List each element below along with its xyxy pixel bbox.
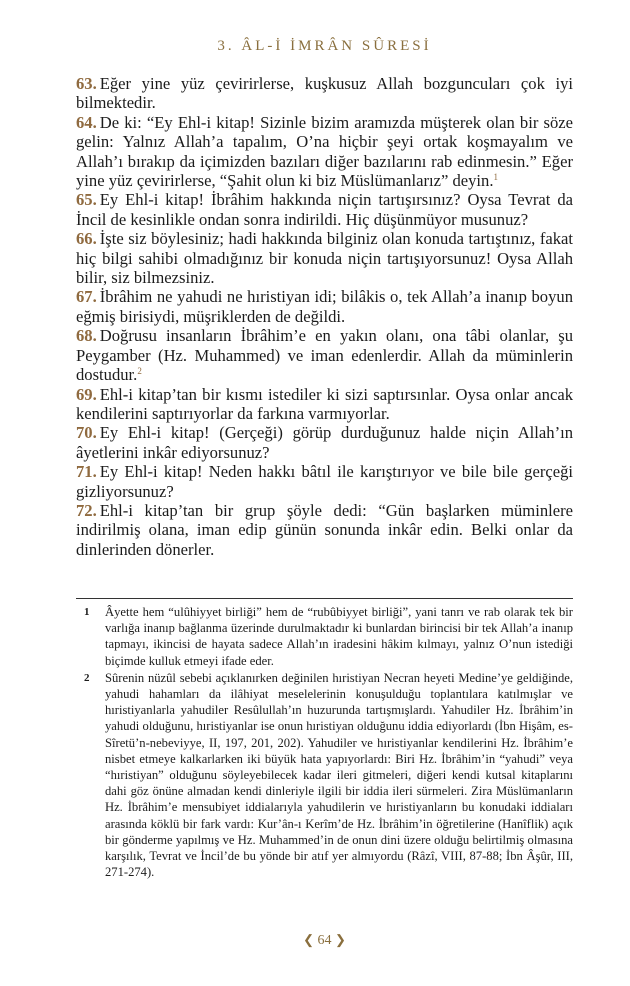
verse-63	[76, 74, 573, 113]
verse-number: 70.	[76, 423, 97, 443]
footnote-number: 2	[84, 671, 90, 684]
verse-71	[76, 462, 573, 501]
page-number: 64	[317, 933, 332, 948]
verse-number: 64.	[76, 112, 97, 132]
verse-number: 71.	[76, 462, 97, 482]
verse-number: 72.	[76, 500, 97, 520]
verse-number: 68.	[76, 326, 97, 346]
footnote-ref[interactable]: 2	[137, 366, 142, 377]
verse-64	[76, 113, 573, 191]
verse-text: Ey Ehl-i kitap! (Gerçeği) görüp durduğunuz halde niçin Allah’ın âyetlerini inkâr ediyorsunuz?	[76, 423, 573, 462]
verse-text: Ehl-i kitap’tan bir grup şöyle dedi: “Gün başlarken müminlere indirilmiş olana, iman edip günün sonunda inkâr edin. Belki onlar da dinlerinden dönerler.	[76, 500, 573, 559]
ornament-right-icon: ❯	[335, 932, 346, 947]
page-number-block	[76, 932, 573, 949]
verse-text: Ey Ehl-i kitap! Neden hakkı bâtıl ile karıştırıyor ve bile bile gerçeği gizliyorsunuz?	[76, 462, 573, 501]
footnotes	[76, 604, 573, 881]
verse-text: De ki: “Ey Ehl-i kitap! Sizinle bizim aramızda müşterek olan bir söze gelin: Yalnız Allah’a tapalım, O’na hiçbir şeyi ortak koşmayalım ve Allah’ı bırakıp da içimizden bazıları diğer bazılarını rab edinmesin.” Eğer yine yüz çevirirlerse, “Şahit olun ki biz Müslümanlarız” deyin.	[76, 112, 573, 191]
footnote-text: Âyette hem “ulûhiyyet birliği” hem de “rubûbiyyet birliği”, yani tanrı ve rab olarak tek bir varlığa inanıp bağlanma üzerinde durulmaktadır ki bunlardan birincisi bir tek Allah’a inanıp tapmayı, ikincisi de hayata sadece Allah’ın iradesini hâkim kılmayı, yalnız O’nun istediği biçimde kulluk etmeyi ifade eder.	[105, 605, 573, 668]
verse-number: 66.	[76, 229, 97, 249]
verse-65	[76, 190, 573, 229]
verse-list	[76, 74, 573, 559]
footnote-1	[76, 604, 573, 669]
footnote-2	[76, 670, 573, 881]
verse-text: İşte siz böylesiniz; hadi hakkında bilginiz olan konuda tartıştınız, fakat hiç bilgi sahibi olmadığınız bir konuda niçin tartışıyorsunuz! Oysa Allah bilir, siz bilmezsiniz.	[76, 229, 573, 288]
verse-68	[76, 326, 573, 384]
verse-number: 69.	[76, 384, 97, 404]
verse-number: 65.	[76, 190, 97, 210]
running-header: 3. ÂL-İ İMRÂN SÛRESİ	[217, 38, 432, 54]
verse-69	[76, 385, 573, 424]
verse-67	[76, 287, 573, 326]
verse-number: 67.	[76, 287, 97, 307]
verse-66	[76, 229, 573, 287]
verse-text: İbrâhim ne yahudi ne hıristiyan idi; bilâkis o, tek Allah’a inanıp boyun eğmiş birisiydi, müşriklerden de değildi.	[76, 287, 573, 326]
verse-70	[76, 423, 573, 462]
verse-72	[76, 501, 573, 559]
footnote-number: 1	[84, 606, 90, 618]
verse-text: Ehl-i kitap’tan bir kısmı istediler ki sizi saptırsınlar. Oysa onlar ancak kendilerini saptırıyorlar da farkına varmıyorlar.	[76, 384, 573, 423]
footnote-ref[interactable]: 1	[493, 172, 498, 183]
verse-number: 63.	[76, 74, 97, 93]
verse-text: Ey Ehl-i kitap! İbrâhim hakkında niçin tartışırsınız? Oysa Tevrat da İncil de kesinlikle ondan sonra indirildi. Hiç düşünmüyor musunuz?	[76, 190, 573, 229]
ornament-left-icon: ❮	[303, 932, 314, 947]
verse-text: Eğer yine yüz çevirirlerse, kuşkusuz Allah bozguncuları çok iyi bilmektedir.	[76, 74, 573, 113]
footnote-divider	[76, 598, 573, 599]
verse-text: Doğrusu insanların İbrâhim’e en yakın olanı, ona tâbi olanlar, şu Peygamber (Hz. Muhammed) ve iman edenlerdir. Allah da müminlerin dostudur.	[76, 326, 573, 385]
footnote-text: Sûrenin nüzûl sebebi açıklanırken değinilen hıristiyan Necran heyeti Medine’ye geldiğinde, yahudi hahamları da ilâhiyat meselelerinin konuşulduğu toplantılara katılmışlar ve hıristiyanlarla yahudiler Resûlullah’ın huzurunda tartışmışlardı. Yahudiler Hz. İbrâhim’in yahudi olduğunu, hıristiyanlar ise onun hıristiyan olduğunu iddia ediyorlardı (İbn Hişâm, es-Sîretü’n-nebeviyye, II, 197, 201, 202). Yahudiler ve hıristiyanlar kendilerini Hz. İbrâhim’e nisbet etmeye kalkarlarken iki büyük hata yapıyorlardı: Biri Hz. İbrâhim’in “yahudi” veya “hıristiyan” olduğunu söyleyebilecek kadar ileri gitmeleri, diğeri kendi kutsal kitaplarını dahi göz önüne almadan kendi dinleriyle ilgili bir iddia ileri sürmeleri. Zira Müslümanların Hz. İbrâhim’e mensubiyet iddialarıyla yahudilerin ve hıristiyanların bu konudaki iddiaları arasında köklü bir fark vardı: Kur’ân-ı Kerîm’de Hz. İbrâhim’in öğretilerine (Hanîflik) açık bir gönderme yapılmış ve Hz. Muhammed’in de onun dini üzere olduğu belirtilmiş olmasına karşılık, Tevrat ve İncil’de bu yönde bir atıf yer almıyordu (Râzî, VIII, 87-88; İbn Âşûr, III, 271-274).	[105, 670, 573, 880]
